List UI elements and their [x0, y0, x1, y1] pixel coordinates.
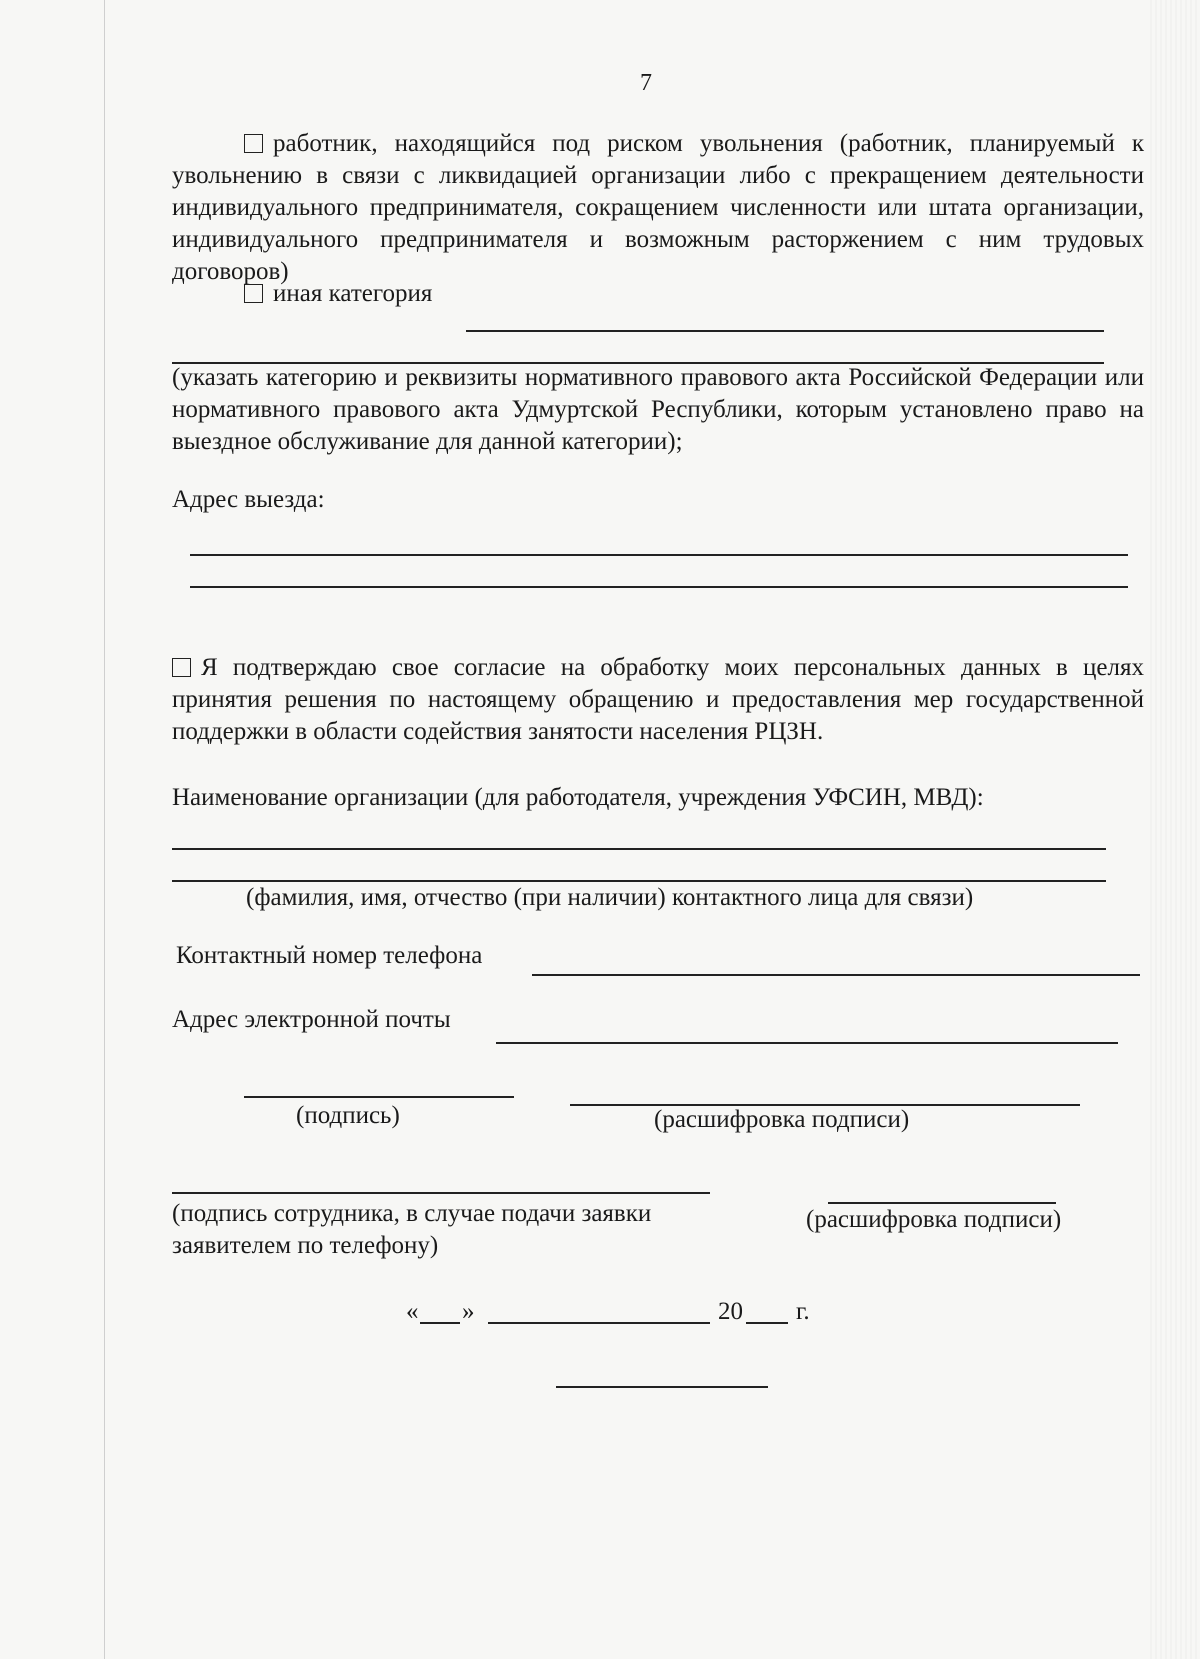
organization-field[interactable] — [172, 848, 1106, 850]
date-year-field[interactable] — [746, 1322, 788, 1324]
page-number: 7 — [640, 70, 652, 96]
signature-decode-label: (расшифровка подписи) — [654, 1106, 910, 1133]
end-separator — [556, 1386, 768, 1388]
consent — [172, 652, 1144, 748]
category-other-label: иная категория — [273, 280, 433, 307]
employee-signature-field[interactable] — [172, 1192, 710, 1194]
consent-text: Я подтверждаю свое согласие на обработку моих персональных данных в целях принятия решения по настоящему обращению и предоставления мер государственной поддержки в области содействия занятости населения РЦЗН. — [172, 654, 1144, 745]
address-label: Адрес выезда: — [172, 486, 325, 513]
category-other — [244, 278, 432, 310]
address-field-1[interactable] — [190, 554, 1128, 556]
employee-decode-label: (расшифровка подписи) — [806, 1206, 1062, 1233]
email-label: Адрес электронной почты — [172, 1006, 451, 1033]
date-year-suffix: г. — [796, 1298, 810, 1325]
signature-label: (подпись) — [296, 1102, 400, 1129]
address-field-2[interactable] — [190, 586, 1128, 588]
checkbox-other-category[interactable] — [244, 284, 263, 303]
scan-noise — [1150, 0, 1200, 1659]
signature-field[interactable] — [244, 1096, 514, 1098]
date-open-quote: « — [406, 1298, 419, 1325]
other-category-note: (указать категорию и реквизиты нормативного правового акта Российской Федерации или нормативного правового акта Удмуртской Республики, которым установлено право на выездное обслуживание для данной категории); — [172, 364, 1144, 455]
checkbox-at-risk[interactable] — [244, 134, 263, 153]
contact-person-note: (фамилия, имя, отчество (при наличии) контактного лица для связи) — [246, 884, 974, 911]
category-at-risk — [172, 128, 1144, 288]
category-at-risk-text: работник, находящийся под риском увольнения (работник, планируемый к увольнению в связи с ликвидацией организации либо с прекращением деятельности индивидуального предпринимателя, сокращением численности или штата организации, индивидуального предпринимателя и возможным расторжением с ним трудовых договоров) — [172, 130, 1144, 285]
date-day-field[interactable] — [420, 1322, 460, 1324]
organization-label: Наименование организации (для работодателя, учреждения УФСИН, МВД): — [172, 784, 984, 811]
date-month-field[interactable] — [488, 1322, 710, 1324]
other-category-field[interactable] — [466, 330, 1104, 332]
email-field[interactable] — [496, 1042, 1118, 1044]
phone-label: Контактный номер телефона — [176, 942, 483, 969]
date-close-quote: » — [462, 1298, 475, 1325]
date-year-prefix: 20 — [718, 1298, 743, 1325]
scan-edge — [104, 0, 105, 1659]
employee-signature-label: (подпись сотрудника, в случае подачи заявки заявителем по телефону) — [172, 1200, 652, 1259]
phone-field[interactable] — [532, 974, 1140, 976]
checkbox-consent[interactable] — [172, 658, 191, 677]
